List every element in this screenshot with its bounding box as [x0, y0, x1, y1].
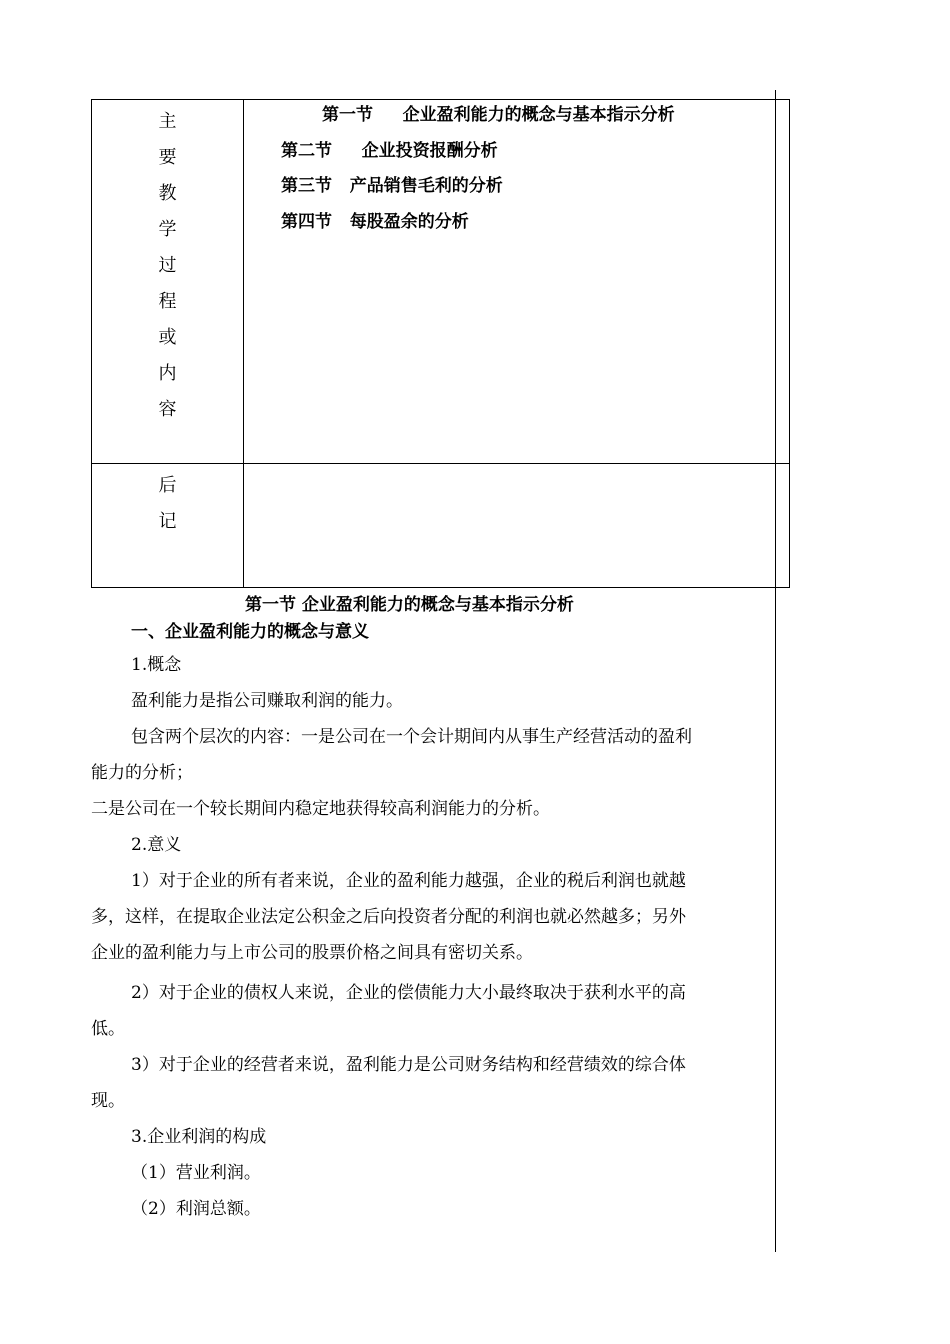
section-item: 第一节 企业盈利能力的概念与基本指示分析: [322, 105, 675, 125]
section-list-cell: [244, 100, 790, 464]
paragraph-line: 包含两个层次的内容：一是公司在一个会计期间内从事生产经营活动的盈利: [131, 727, 692, 747]
paragraph-line: 企业的盈利能力与上市公司的股票价格之间具有密切关系。: [91, 943, 533, 963]
paragraph-line: 2）对于企业的债权人来说，企业的偿债能力大小最终取决于获利水平的高: [131, 983, 686, 1003]
label-char: 主: [158, 111, 177, 132]
paragraph-line: 3）对于企业的经营者来说，盈利能力是公司财务结构和经营绩效的综合体: [131, 1055, 686, 1075]
label-char: 程: [158, 291, 177, 312]
sub-heading: 一、企业盈利能力的概念与意义: [131, 622, 369, 642]
paragraph-line: 3.企业利润的构成: [131, 1127, 267, 1147]
paragraph-line: 1.概念: [131, 655, 182, 675]
label-char: 过: [158, 255, 177, 276]
main-content-row: [92, 100, 790, 464]
label-char: 记: [158, 511, 177, 532]
label-char: 内: [158, 363, 177, 384]
section-item: 第四节 每股盈余的分析: [281, 212, 469, 232]
label-char: 后: [158, 475, 177, 496]
section-title: 第一节 企业盈利能力的概念与基本指示分析: [245, 595, 574, 615]
main-content-label-cell: [92, 100, 244, 464]
paragraph-line: 现。: [91, 1091, 125, 1111]
postscript-label-cell: [92, 464, 244, 588]
paragraph-line: （1）营业利润。: [131, 1163, 261, 1183]
paragraph-line: 低。: [91, 1019, 125, 1039]
paragraph-line: 2.意义: [131, 835, 182, 855]
paragraph-line: 多，这样，在提取企业法定公积金之后向投资者分配的利润也就必然越多；另外: [91, 907, 686, 927]
label-char: 教: [158, 183, 177, 204]
label-char: 要: [158, 147, 177, 168]
section-item: 第三节 产品销售毛利的分析: [281, 176, 503, 196]
lesson-table: [91, 99, 790, 588]
paragraph-line: 盈利能力是指公司赚取利润的能力。: [131, 691, 403, 711]
label-char: 或: [158, 327, 177, 348]
paragraph-line: （2）利润总额。: [131, 1199, 261, 1219]
label-char: 容: [158, 399, 177, 420]
postscript-row: [92, 464, 790, 588]
paragraph-line: 1）对于企业的所有者来说，企业的盈利能力越强，企业的税后利润也就越: [131, 871, 686, 891]
label-char: 学: [158, 219, 177, 240]
paragraph-line: 二是公司在一个较长期间内稳定地获得较高利润能力的分析。: [91, 799, 550, 819]
section-item: 第二节 企业投资报酬分析: [281, 141, 498, 161]
paragraph-line: 能力的分析；: [91, 763, 193, 783]
postscript-cell: [244, 464, 790, 588]
